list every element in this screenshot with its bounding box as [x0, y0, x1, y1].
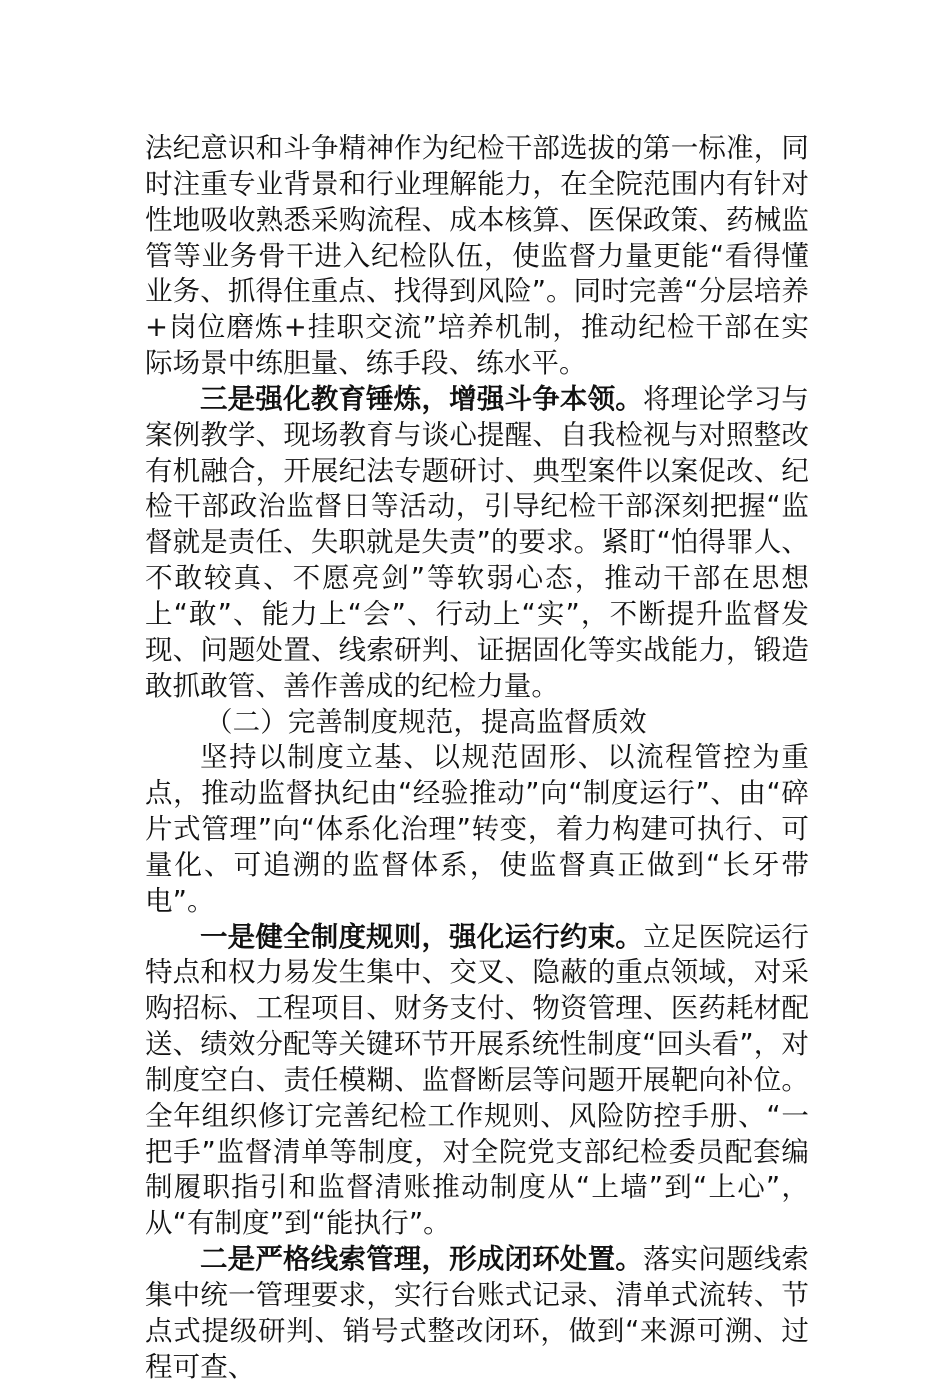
paragraph-text: 将理论学习与案例教学、现场教育与谈心提醒、自我检视与对照整改有机融合，开展纪法专题研讨、典型案件以案促改、纪检干部政治监督日等活动，引导纪检干部深刻把握“监督就是责任、失职就是失责”的要求。紧盯“怕得罪人、不敢较真、不愿亮剑”等软弱心态，推动干部在思想上“敢”、能力上“会”、行动上“实”，不断提升监督发现、问题处置、线索研判、证据固化等实战能力，锻造敢抓敢管、善作善成的纪检力量。 — [145, 382, 809, 702]
paragraph-section-intro — [145, 740, 809, 919]
paragraph-text: 法纪意识和斗争精神作为纪检干部选拔的第一标准，同时注重专业背景和行业理解能力，在全院范围内有针对性地吸收熟悉采购流程、成本核算、医保政策、药械监管等业务骨干进入纪检队伍，使监督力量更能“看得懂业务、抓得住重点、找得到风险”。同时完善“分层培养+岗位磨炼+挂职交流”培养机制，推动纪检干部在实际场景中练胆量、练手段、练水平。 — [145, 132, 809, 380]
paragraph-lead-bold: 三是强化教育锤炼，增强斗争本领。 — [200, 382, 643, 415]
paragraph-education-training — [145, 382, 809, 705]
paragraph-text: 坚持以制度立基、以规范固形、以流程管控为重点，推动监督执纪由“经验推动”向“制度运行”、由“碎片式管理”向“体系化治理”转变，着力构建可执行、可量化、可追溯的监督体系，使监督真正做到“长牙带电”。 — [145, 741, 809, 917]
section-heading: （二）完善制度规范，提高监督质效 — [205, 705, 647, 738]
paragraph-cadre-selection — [145, 131, 809, 382]
paragraph-text: 落实问题线索集中统一管理要求，实行台账式记录、清单式流转、节点式提级研判、销号式整改闭环，做到“来源可溯、过程可查、 — [145, 1243, 809, 1383]
document-page — [145, 131, 809, 1386]
paragraph-lead-bold: 二是严格线索管理，形成闭环处置。 — [200, 1243, 643, 1276]
paragraph-lead-bold: 一是健全制度规则，强化运行约束。 — [200, 920, 643, 953]
paragraph-clue-management — [145, 1242, 809, 1385]
paragraph-rules-system — [145, 920, 809, 1243]
paragraph-text: 立足医院运行特点和权力易发生集中、交叉、隐蔽的重点领域，对采购招标、工程项目、财务支付、物资管理、医药耗材配送、绩效分配等关键环节开展系统性制度“回头看”，对制度空白、责任模糊、监督断层等问题开展靶向补位。全年组织修订完善纪检工作规则、风险防控手册、“一把手”监督清单等制度，对全院党支部纪检委员配套编制履职指引和监督清账推动制度从“上墙”到“上心”，从“有制度”到“能执行”。 — [145, 920, 809, 1240]
